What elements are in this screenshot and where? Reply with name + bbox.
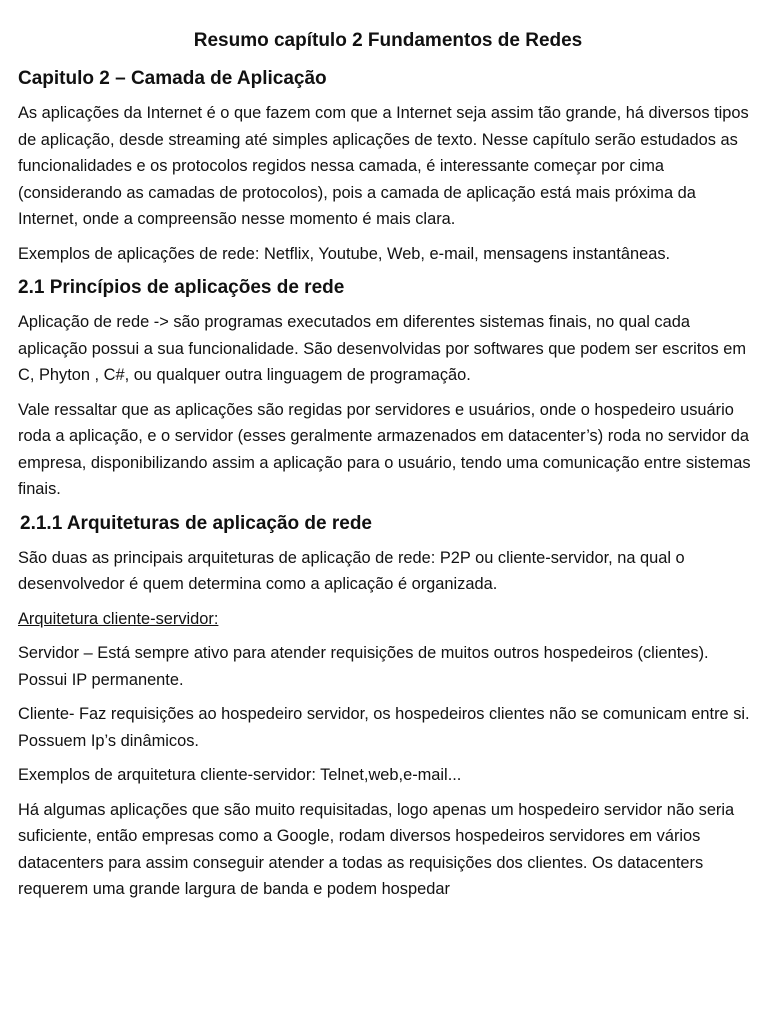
section-2-1-1-intro: São duas as principais arquiteturas de aplicação de rede: P2P ou cliente-servidor, na qual o desenvolvedor é quem determina como a aplicação é organizada. — [18, 548, 685, 593]
chapter-heading: Capitulo 2 – Camada de Aplicação — [18, 68, 327, 89]
section-2-1-1-heading: 2.1.1 Arquiteturas de aplicação de rede — [20, 512, 372, 534]
section-2-1-paragraph-1: Aplicação de rede -> são programas executados em diferentes sistemas finais, no qual cada aplicação possui a sua funcionalidade. São desenvolvidas por softwares que podem ser escritos em C, Phyton , C#, ou qualquer outra linguagem de programação. — [18, 313, 746, 384]
client-paragraph: Cliente- Faz requisições ao hospedeiro servidor, os hospedeiros clientes não se comunicam entre si. Possuem Ip’s dinâmicos. — [18, 705, 750, 750]
document-page — [18, 28, 758, 911]
chapter-paragraph-2: Exemplos de aplicações de rede: Netflix, Youtube, Web, e-mail, mensagens instantâneas. — [18, 244, 671, 263]
section-2-1-paragraph-2: Vale ressaltar que as aplicações são regidas por servidores e usuários, onde o hospedeiro usuário roda a aplicação, e o servidor (esses geralmente armazenados em datacenter’s) roda no servidor da empresa, disponibilizando assim a aplicação para o usuário, tendo uma comunicação entre sistemas finais. — [18, 400, 751, 498]
chapter-paragraph-1: As aplicações da Internet é o que fazem com que a Internet seja assim tão grande, há diversos tipos de aplicação, desde streaming até simples aplicações de texto. Nesse capítulo serão estudados as funcionalidades e os protocolos regidos nessa camada, é interessante começar por cima (considerando as camadas de protocolos), pois a camada de aplicação está mais próxima da Internet, onde a compreensão nesse momento é mais clara. — [18, 104, 749, 228]
datacenter-paragraph: Há algumas aplicações que são muito requisitadas, logo apenas um hospedeiro servidor não seria suficiente, então empresas como a Google, rodam diversos hospedeiros servidores em vários datacenters para assim conseguir atender a todas as requisições dos clientes. Os datacenters requerem uma grande largura de banda e podem hospedar — [18, 800, 735, 898]
server-paragraph: Servidor – Está sempre ativo para atender requisições de muitos outros hospedeiros (clientes). Possui IP permanente. — [18, 644, 709, 689]
examples-paragraph: Exemplos de arquitetura cliente-servidor: Telnet,web,e-mail... — [18, 766, 462, 784]
document-title: Resumo capítulo 2 Fundamentos de Redes — [193, 30, 583, 51]
section-2-1-heading: 2.1 Princípios de aplicações de rede — [18, 277, 345, 298]
client-server-subheading: Arquitetura cliente-servidor: — [18, 609, 219, 628]
